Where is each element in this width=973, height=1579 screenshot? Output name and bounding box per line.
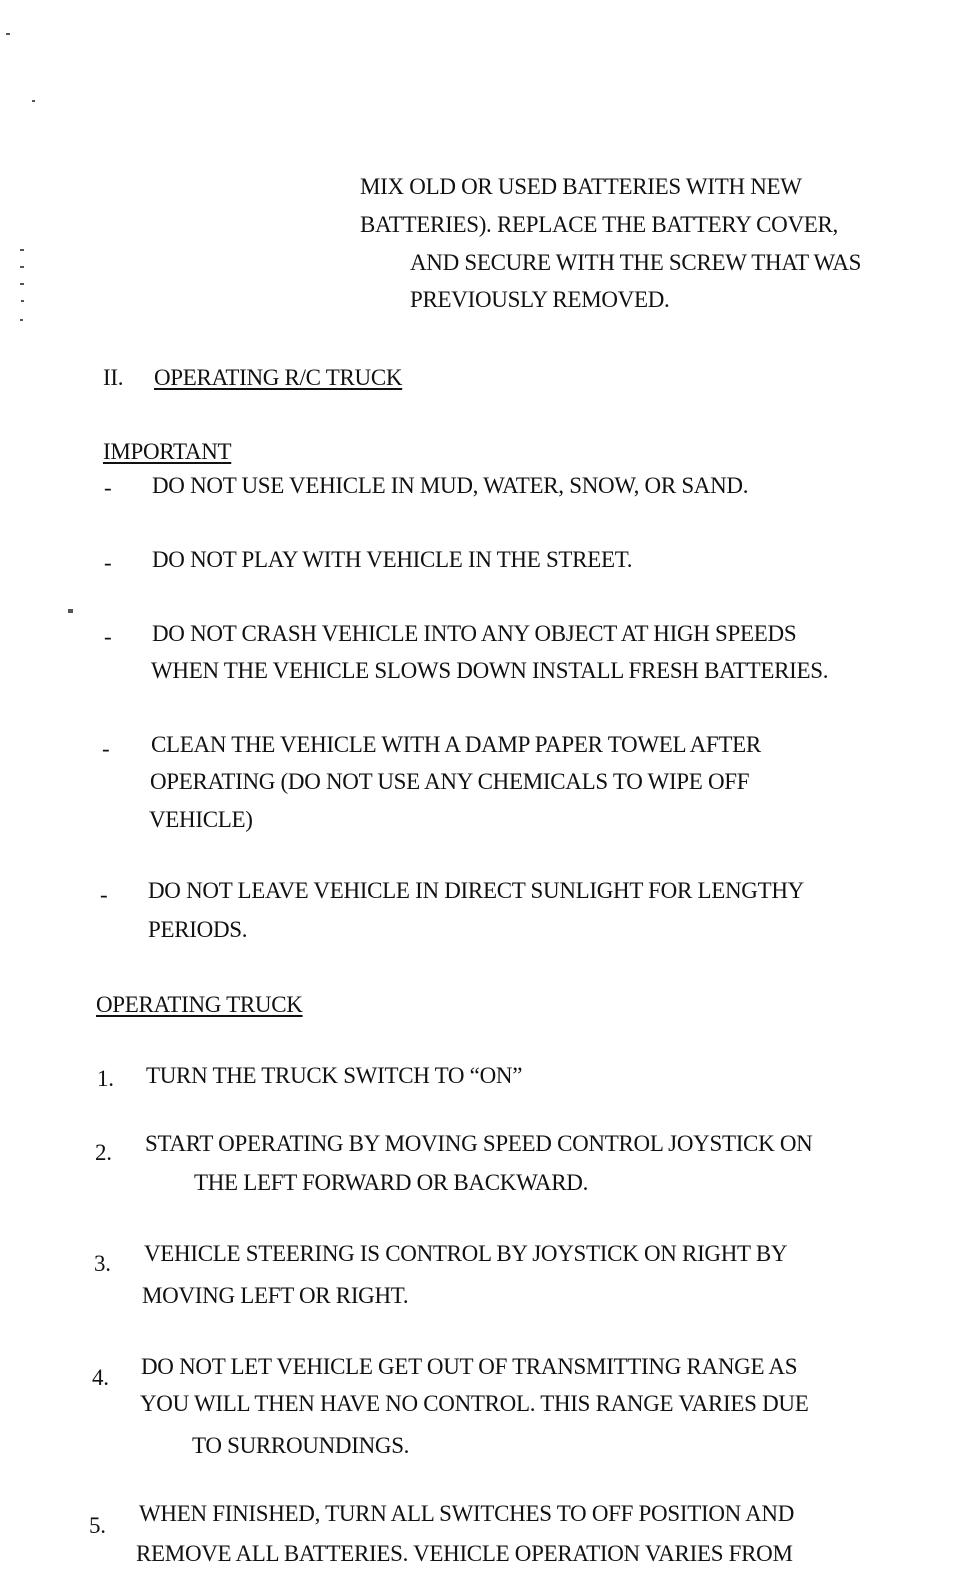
- bullet-text: DO NOT CRASH VEHICLE INTO ANY OBJECT AT HIGH SPEEDS: [152, 621, 797, 646]
- step-number: 1.: [97, 1066, 114, 1091]
- step-text: YOU WILL THEN HAVE NO CONTROL. THIS RANGE VARIES DUE: [140, 1391, 809, 1416]
- bullet-text: OPERATING (DO NOT USE ANY CHEMICALS TO WIPE OFF: [150, 769, 750, 794]
- scan-speck: [68, 609, 73, 613]
- continuation-line-2: BATTERIES). REPLACE THE BATTERY COVER,: [360, 212, 839, 237]
- step-text: REMOVE ALL BATTERIES. VEHICLE OPERATION VARIES FROM: [136, 1541, 793, 1566]
- scan-speck: [32, 100, 35, 102]
- step-number: 4.: [92, 1365, 109, 1390]
- bullet-marker: -: [102, 736, 110, 761]
- scan-speck: [20, 266, 24, 268]
- section-number: II.: [103, 365, 124, 390]
- step-text: TO SURROUNDINGS.: [192, 1433, 410, 1458]
- operating-heading: OPERATING TRUCK: [96, 992, 303, 1017]
- bullet-marker: -: [104, 475, 112, 500]
- scan-speck: [6, 33, 10, 35]
- continuation-line-1: MIX OLD OR USED BATTERIES WITH NEW: [360, 174, 802, 199]
- bullet-marker: -: [104, 624, 112, 649]
- step-text: START OPERATING BY MOVING SPEED CONTROL JOYSTICK ON: [145, 1131, 813, 1156]
- important-heading: IMPORTANT: [103, 439, 232, 464]
- step-text: WHEN FINISHED, TURN ALL SWITCHES TO OFF POSITION AND: [139, 1501, 795, 1526]
- continuation-line-3: AND SECURE WITH THE SCREW THAT WAS: [410, 250, 862, 275]
- scan-speck: [21, 300, 24, 302]
- bullet-marker: -: [104, 550, 112, 575]
- step-number: 2.: [95, 1140, 112, 1165]
- scan-speck: [20, 249, 24, 251]
- bullet-text: DO NOT LEAVE VEHICLE IN DIRECT SUNLIGHT FOR LENGTHY: [148, 878, 804, 903]
- step-number: 3.: [94, 1251, 111, 1276]
- continuation-line-4: PREVIOUSLY REMOVED.: [410, 287, 670, 312]
- step-text: MOVING LEFT OR RIGHT.: [142, 1283, 409, 1308]
- step-text: DO NOT LET VEHICLE GET OUT OF TRANSMITTING RANGE AS: [141, 1354, 798, 1379]
- bullet-marker: -: [100, 882, 108, 907]
- section-title: OPERATING R/C TRUCK: [154, 365, 403, 390]
- bullet-text: CLEAN THE VEHICLE WITH A DAMP PAPER TOWEL AFTER: [151, 732, 761, 757]
- bullet-text: PERIODS.: [148, 917, 248, 942]
- step-text: TURN THE TRUCK SWITCH TO “ON”: [146, 1063, 523, 1088]
- step-number: 5.: [89, 1513, 106, 1538]
- bullet-text: VEHICLE): [149, 807, 253, 832]
- scan-speck: [20, 283, 24, 285]
- step-text: THE LEFT FORWARD OR BACKWARD.: [194, 1170, 589, 1195]
- bullet-text: DO NOT PLAY WITH VEHICLE IN THE STREET.: [152, 547, 633, 572]
- scan-speck: [20, 319, 23, 321]
- bullet-text: DO NOT USE VEHICLE IN MUD, WATER, SNOW, OR SAND.: [152, 473, 749, 498]
- bullet-text: WHEN THE VEHICLE SLOWS DOWN INSTALL FRESH BATTERIES.: [151, 658, 829, 683]
- step-text: VEHICLE STEERING IS CONTROL BY JOYSTICK ON RIGHT BY: [144, 1241, 788, 1266]
